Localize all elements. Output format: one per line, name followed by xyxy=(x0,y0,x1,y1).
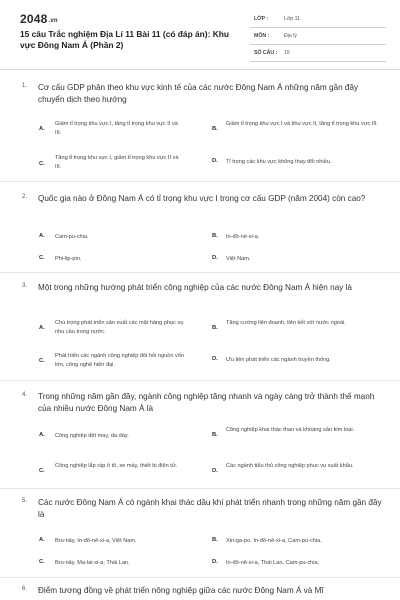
header-divider xyxy=(0,69,400,70)
option-letter: A. xyxy=(39,432,45,438)
option-b[interactable]: Tăng cường liên doanh, liên kết với nước ngoài. xyxy=(226,320,346,326)
site-logo[interactable] xyxy=(20,12,58,26)
question-text: Cơ cấu GDP phân theo khu vực kinh tế của các nước Đông Nam Á những năm gần đây chuyển dịch theo hướng xyxy=(38,83,359,104)
meta-row-subject xyxy=(250,30,386,45)
option-d[interactable]: Ưu tiên phát triển các ngành truyền thống. xyxy=(226,357,331,363)
option-d[interactable]: Tỉ trọng các khu vực không thay đổi nhiều. xyxy=(226,159,332,165)
question-number: 5. xyxy=(22,498,28,504)
option-letter: D. xyxy=(212,559,218,565)
question-3 xyxy=(0,282,400,374)
option-a[interactable]: Giảm tỉ trọng khu vực I, tăng tỉ trọng khu vực II và III. xyxy=(55,121,178,136)
meta-label: LỚP : xyxy=(254,16,269,22)
question-number: 1. xyxy=(22,83,28,89)
option-c[interactable]: Phát triển các ngành công nghiệp đòi hỏi nguồn vốn lớn, công nghệ hiện đại. xyxy=(55,353,185,368)
meta-value: Địa lý xyxy=(284,33,297,39)
document-header xyxy=(0,0,400,68)
option-letter: B. xyxy=(212,325,218,331)
option-letter: B. xyxy=(212,537,218,543)
logo-main: 2048 xyxy=(20,12,48,26)
question-text: Một trong những hướng phát triển công nghiệp của các nước Đông Nam Á hiện nay là xyxy=(38,283,352,292)
option-letter: A. xyxy=(39,233,45,239)
option-letter: A. xyxy=(39,537,45,543)
option-letter: A. xyxy=(39,325,45,331)
meta-value: Lớp 11 xyxy=(284,16,300,22)
question-4 xyxy=(0,391,400,486)
question-5 xyxy=(0,497,400,575)
option-c[interactable]: Bru-nây, Ma-lai-xi-a, Thái Lan. xyxy=(55,560,130,566)
question-divider xyxy=(0,272,400,273)
question-6 xyxy=(0,585,400,600)
question-number: 3. xyxy=(22,283,28,289)
option-letter: D. xyxy=(212,356,218,362)
option-a[interactable]: Bru-nây, In-đô-nê-xi-a, Việt Nam. xyxy=(55,538,137,544)
question-1 xyxy=(0,82,400,174)
question-divider xyxy=(0,577,400,578)
option-a[interactable]: Chú trọng phát triển sản xuất các mặt hàng phục vụ nhu cầu trong nước. xyxy=(55,320,184,335)
option-letter: C. xyxy=(39,255,45,261)
meta-label: SỐ CÂU : xyxy=(254,50,278,56)
document-title: 15 câu Trắc nghiệm Địa Lí 11 Bài 11 (có đáp án): Khu vực Đông Nam Á (Phần 2) xyxy=(20,29,229,50)
option-c[interactable]: Tăng tỉ trọng khu vực I, giảm tỉ trọng khu vực II và III. xyxy=(55,155,179,170)
meta-label: MÔN : xyxy=(254,33,270,39)
option-letter: C. xyxy=(39,559,45,565)
question-text: Điểm tương đồng về phát triển nông nghiệp giữa các nước Đông Nam Á và Mĩ xyxy=(38,586,324,595)
option-c[interactable]: Phi-lip-pin. xyxy=(55,256,82,262)
question-divider xyxy=(0,488,400,489)
option-b[interactable]: Giảm tỉ trọng khu vực I và khu vực II, tăng tỉ trọng khu vực III. xyxy=(226,121,379,127)
question-divider xyxy=(0,181,400,182)
option-letter: C. xyxy=(39,161,45,167)
option-d[interactable]: Các ngành tiểu thủ công nghiệp phục vụ xuất khẩu. xyxy=(226,463,354,469)
option-letter: B. xyxy=(212,432,218,438)
meta-row-class xyxy=(250,13,386,28)
option-letter: B. xyxy=(212,233,218,239)
option-letter: D. xyxy=(212,255,218,261)
option-letter: A. xyxy=(39,126,45,132)
option-b[interactable]: Xin-ga-po, In-đô-nê-xi-a, Cam-pu-chia. xyxy=(226,538,322,544)
question-text: Quốc gia nào ở Đông Nam Á có tỉ trọng khu vực I trong cơ cấu GDP (năm 2004) còn cao? xyxy=(38,194,366,203)
option-letter: D. xyxy=(212,158,218,164)
question-divider xyxy=(0,380,400,381)
meta-row-question-count xyxy=(250,47,386,62)
option-a[interactable]: Cam-pu-chia. xyxy=(55,234,89,240)
logo-suffix: .vn xyxy=(48,18,58,24)
option-d[interactable]: In-đô-nê-xi-a, Thái Lan, Cam-pu-chia. xyxy=(226,560,320,566)
option-d[interactable]: Việt Nam. xyxy=(226,256,251,262)
question-number: 4. xyxy=(22,392,28,398)
option-b[interactable]: In-đô-nê-xi-a. xyxy=(226,234,260,240)
option-letter: C. xyxy=(39,358,45,364)
meta-value: 15 xyxy=(284,50,290,56)
option-letter: B. xyxy=(212,126,218,132)
question-2 xyxy=(0,193,400,268)
document-meta xyxy=(250,13,386,64)
option-b[interactable]: Công nghiệp khai thác than và khoáng sản kim loại. xyxy=(226,427,355,433)
question-number: 2. xyxy=(22,194,28,200)
option-letter: D. xyxy=(212,468,218,474)
question-text: Trong những năm gần đây, ngành công nghiệp tăng nhanh và ngày càng trở thành thế mạnh của nhiều nước Đông Nam Á là xyxy=(38,392,375,413)
option-letter: C. xyxy=(39,468,45,474)
option-c[interactable]: Công nghiệp lắp ráp ô tô, xe máy, thiết bị điện tử. xyxy=(55,463,178,469)
option-a[interactable]: Công nghiệp dệt may, da dày. xyxy=(55,433,129,439)
question-text: Các nước Đông Nam Á có ngành khai thác dầu khí phát triển nhanh trong những năm gần đây là xyxy=(38,498,382,519)
question-number: 6. xyxy=(22,586,28,592)
